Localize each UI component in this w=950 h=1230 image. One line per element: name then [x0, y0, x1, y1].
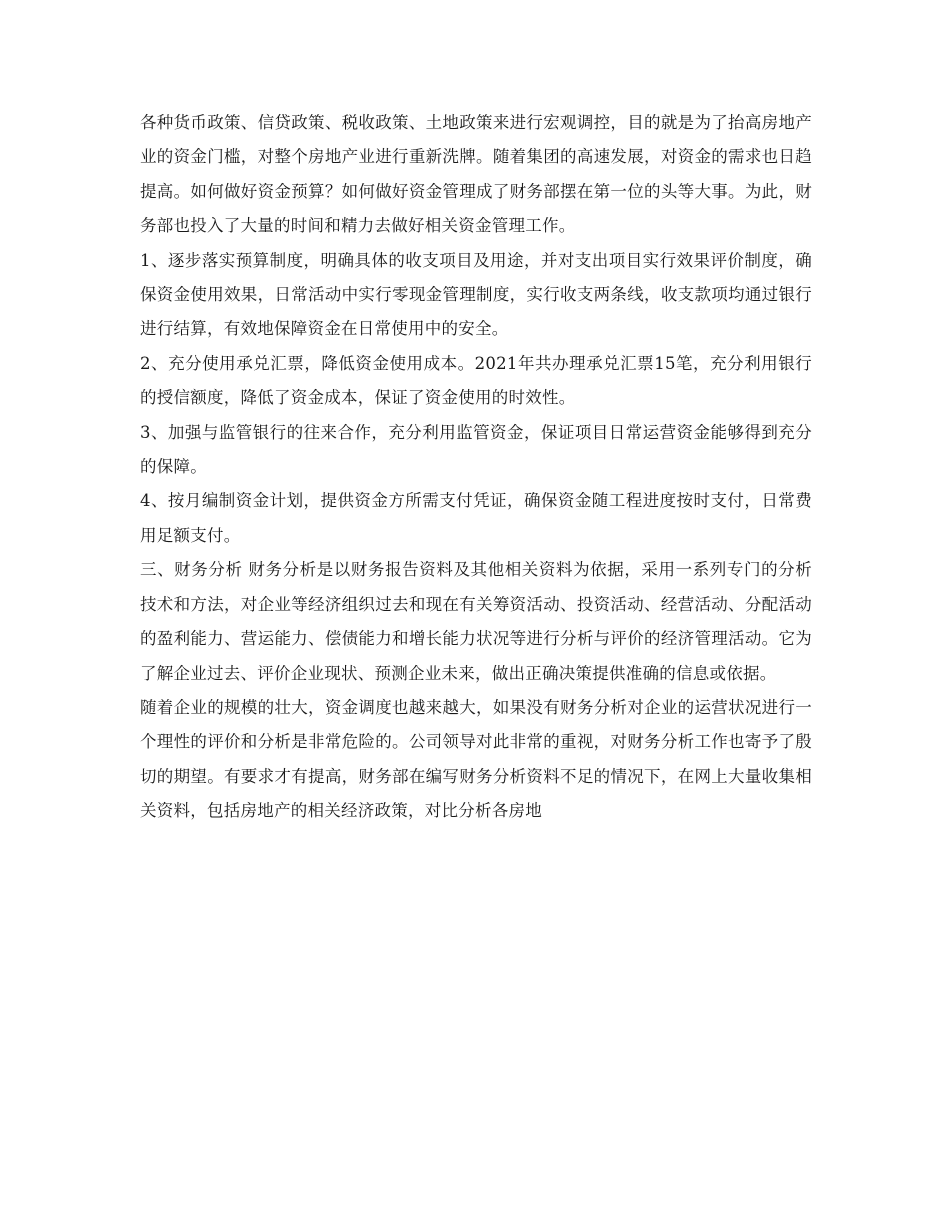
paragraph-item-2-acceptance-bills: 2、充分使用承兑汇票，降低资金使用成本。2021年共办理承兑汇票15笔，充分利用银行的授信额度，降低了资金成本，保证了资金使用的时效性。: [140, 353, 812, 408]
document-body: [140, 106, 812, 829]
paragraph-analysis-work: 随着企业的规模的壮大，资金调度也越来越大，如果没有财务分析对企业的运营状况进行一个理性的评价和分析是非常危险的。公司领导对此非常的重视，对财务分析工作也寄予了殷切的期望。有要求才有提高，财务部在编写财务分析资料不足的情况下，在网上大量收集相关资料，包括房地产的相关经济政策，对比分析各房地: [140, 697, 812, 821]
paragraph-section-3-financial-analysis: 三、财务分析 财务分析是以财务报告资料及其他相关资料为依据，采用一系列专门的分析技术和方法，对企业等经济组织过去和现在有关筹资活动、投资活动、经营活动、分配活动的盈利能力、营运能力、偿债能力和增长能力状况等进行分析与评价的经济管理活动。它为了解企业过去、评价企业现状、预测企业未来，做出正确决策提供准确的信息或依据。: [140, 560, 812, 683]
paragraph-item-4-fund-plan: 4、按月编制资金计划，提供资金方所需支付凭证，确保资金随工程进度按时支付，日常费用足额支付。: [140, 491, 812, 545]
paragraph-fund-policy-intro: 各种货币政策、信贷政策、税收政策、土地政策来进行宏观调控，目的就是为了抬高房地产业的资金门槛，对整个房地产业进行重新洗牌。随着集团的高速发展，对资金的需求也日趋提高。如何做好资金预算？如何做好资金管理成了财务部摆在第一位的头等大事。为此，财务部也投入了大量的时间和精力去做好相关资金管理工作。: [140, 113, 812, 236]
paragraph-item-3-supervising-bank: 3、加强与监管银行的往来合作，充分利用监管资金，保证项目日常运营资金能够得到充分的保障。: [140, 422, 812, 477]
paragraph-item-1-budget: 1、逐步落实预算制度，明确具体的收支项目及用途，并对支出项目实行效果评价制度，确保资金使用效果，日常活动中实行零现金管理制度，实行收支两条线，收支款项均通过银行进行结算，有效地保障资金在日常使用中的安全。: [140, 250, 812, 339]
